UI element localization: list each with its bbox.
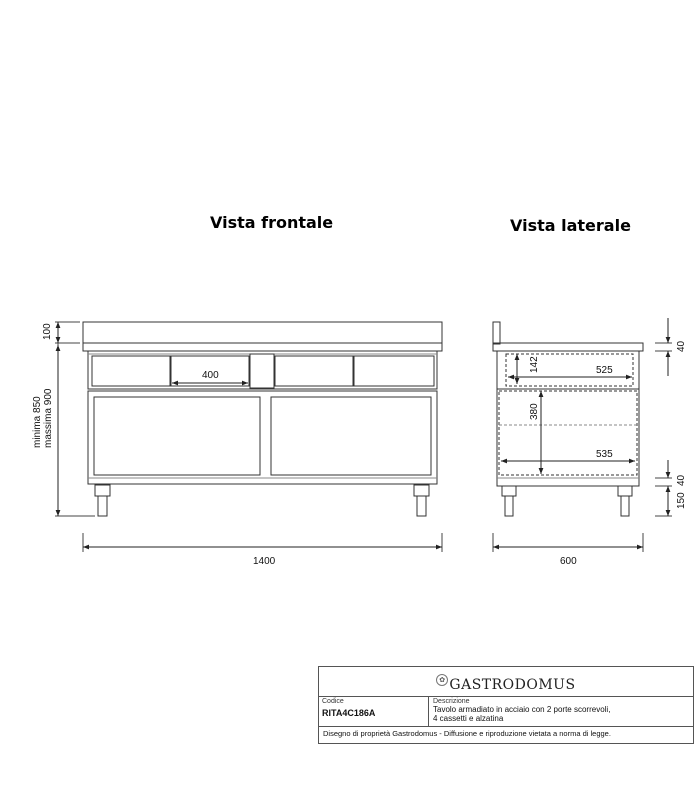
brand-name: GASTRODOMUS — [449, 677, 576, 693]
side-view — [493, 318, 672, 552]
dim-bottom-shelf: 40 — [676, 474, 687, 486]
brand-mark-icon: ✿ — [436, 674, 448, 686]
dim-top-thickness: 40 — [676, 340, 687, 352]
dim-total-depth: 600 — [560, 556, 577, 567]
front-view — [55, 322, 442, 552]
side-leg-right — [618, 486, 632, 496]
side-worktop — [493, 343, 643, 351]
front-drawer-1 — [92, 356, 170, 386]
front-cabinet — [88, 391, 437, 484]
code-label: Codice — [322, 698, 344, 705]
front-upstand — [83, 322, 442, 343]
dim-height-min: minima 850 — [32, 396, 43, 448]
front-drawer-4 — [354, 356, 434, 386]
title-block-description-cell — [429, 697, 693, 727]
title-block-logo — [319, 667, 693, 697]
dim-upstand: 100 — [42, 323, 53, 340]
front-view-title: Vista frontale — [210, 213, 334, 232]
front-drawer-center-panel — [250, 354, 274, 388]
title-block-footer: Disegno di proprietà Gastrodomus - Diffusione e riproduzione vietata a norma di legge. — [323, 729, 611, 738]
side-upstand — [493, 322, 500, 344]
title-block-code-cell — [319, 697, 429, 727]
front-leg-right — [414, 485, 429, 496]
side-interior — [499, 391, 637, 475]
side-drawer — [506, 354, 633, 386]
front-door-right — [271, 397, 431, 475]
product-code: RITA4C186A — [322, 708, 376, 718]
side-leg-left — [502, 486, 516, 496]
side-body — [497, 351, 639, 486]
dim-leg-height: 150 — [676, 492, 687, 509]
description-line-2: 4 cassetti e alzatina — [433, 714, 504, 723]
title-block — [318, 666, 694, 744]
side-view-title: Vista laterale — [510, 216, 631, 235]
front-leg-left — [95, 485, 110, 496]
dim-interior-depth: 535 — [596, 449, 613, 460]
dim-interior-height: 380 — [529, 403, 540, 420]
front-door-left — [94, 397, 260, 475]
description-label: Descrizione — [433, 698, 470, 705]
dim-drawer-width: 400 — [202, 370, 219, 381]
dim-height-max: massima 900 — [43, 388, 54, 448]
dim-drawer-depth: 525 — [596, 365, 613, 376]
front-drawer-band — [88, 351, 437, 389]
front-worktop — [83, 343, 442, 351]
description-line-1: Tavolo armadiato in acciaio con 2 porte scorrevoli, — [433, 705, 611, 714]
brand-logo — [436, 677, 575, 693]
front-drawer-3 — [275, 356, 353, 386]
dim-total-width: 1400 — [253, 556, 276, 567]
dim-drawer-height: 142 — [529, 356, 540, 373]
